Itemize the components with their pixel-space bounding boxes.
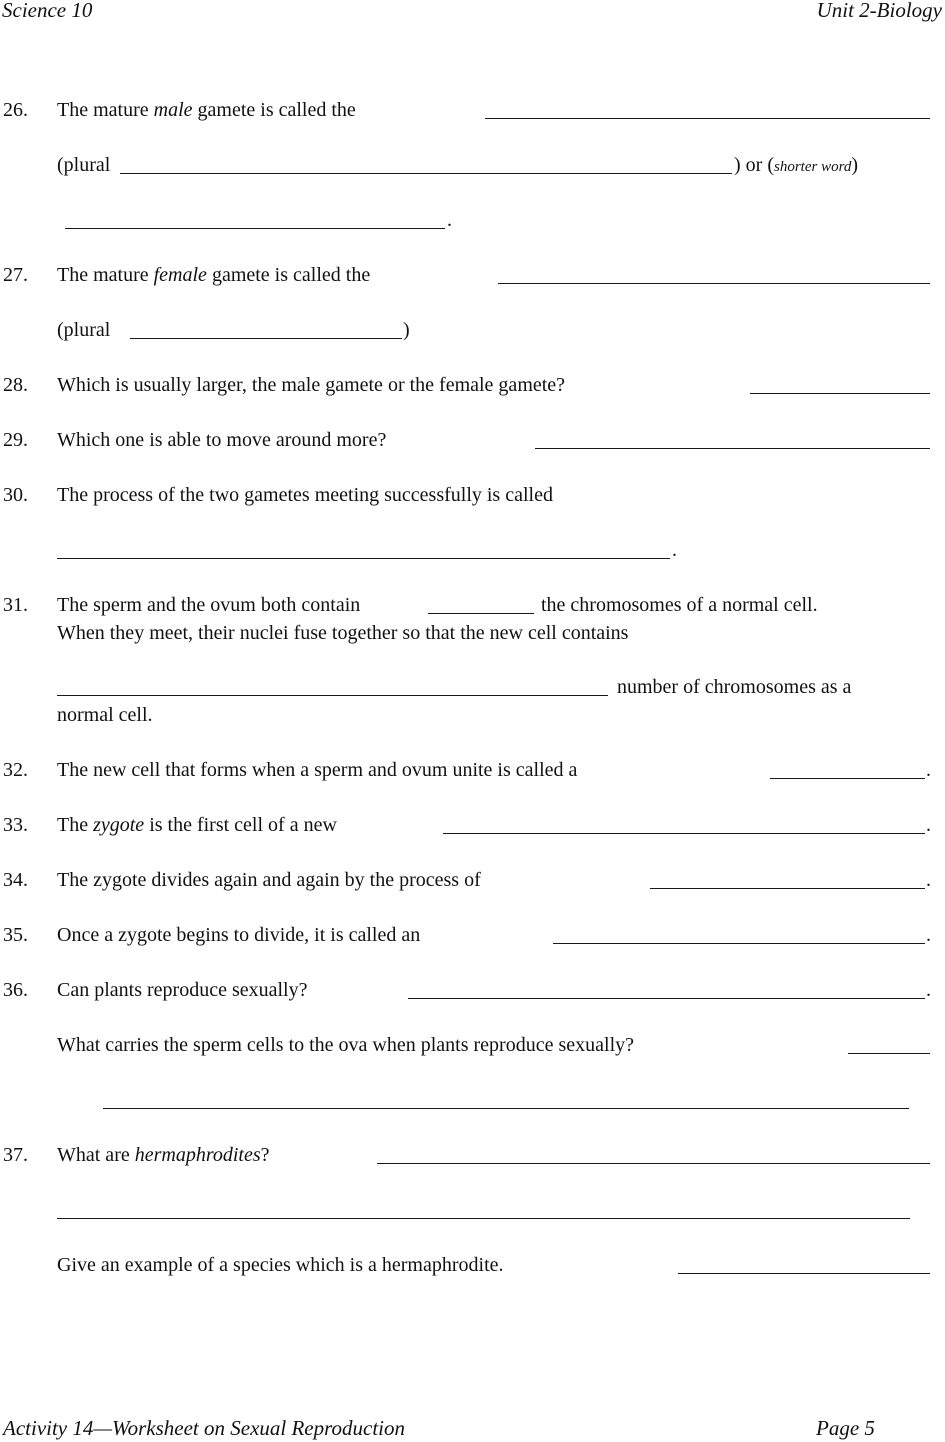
q27-plural-label: (plural xyxy=(57,319,111,341)
q26-text: The mature male gamete is called the xyxy=(57,99,356,121)
q33-answer-blank[interactable] xyxy=(443,833,925,834)
q32-period: . xyxy=(926,759,931,781)
q32-text: The new cell that forms when a sperm and ovum unite is called a xyxy=(57,759,578,781)
q35-answer-blank[interactable] xyxy=(553,943,925,944)
q27-plural-blank[interactable] xyxy=(130,338,402,339)
q36-text: Can plants reproduce sexually? xyxy=(57,979,308,1001)
q37-answer-blank[interactable] xyxy=(377,1163,930,1164)
q26-answer-blank[interactable] xyxy=(485,118,930,119)
q26-plural-label: (plural xyxy=(57,154,111,176)
q34-text: The zygote divides again and again by the process of xyxy=(57,869,481,891)
q34-number: 34. xyxy=(3,869,28,891)
q28-number: 28. xyxy=(3,374,28,396)
q31-number-blank[interactable] xyxy=(57,695,608,696)
footer-left: Activity 14—Worksheet on Sexual Reproduction xyxy=(3,1416,406,1440)
q26-period: . xyxy=(447,209,452,231)
q36-period: . xyxy=(926,979,931,1001)
q28-answer-blank[interactable] xyxy=(750,393,930,394)
q29-number: 29. xyxy=(3,429,28,451)
q30-answer-blank[interactable] xyxy=(57,558,670,559)
q36-answer-blank[interactable] xyxy=(408,998,925,999)
q36-sub-blank-1[interactable] xyxy=(848,1053,930,1054)
footer-right: Page 5 xyxy=(816,1416,875,1440)
q26-or-text: ) or (shorter word) xyxy=(734,154,859,176)
q27-close-paren: ) xyxy=(403,319,410,341)
q32-number: 32. xyxy=(3,759,28,781)
header-right: Unit 2-Biology xyxy=(816,0,942,22)
q26-shorter-blank[interactable] xyxy=(65,228,445,229)
q29-text: Which one is able to move around more? xyxy=(57,429,387,451)
q37-sub-blank[interactable] xyxy=(678,1273,930,1274)
q31-line3: number of chromosomes as a xyxy=(617,676,852,698)
q27-text: The mature female gamete is called the xyxy=(57,264,371,286)
q34-period: . xyxy=(926,869,931,891)
q35-number: 35. xyxy=(3,924,28,946)
q30-number: 30. xyxy=(3,484,28,506)
q35-period: . xyxy=(926,924,931,946)
q30-text: The process of the two gametes meeting successfully is called xyxy=(57,484,553,506)
q32-answer-blank[interactable] xyxy=(770,778,925,779)
q36-sub-text: What carries the sperm cells to the ova when plants reproduce sexually? xyxy=(57,1034,635,1056)
q31-text-pre: The sperm and the ovum both contain xyxy=(57,594,361,616)
q34-answer-blank[interactable] xyxy=(650,888,925,889)
q37-answer-blank-2[interactable] xyxy=(57,1218,910,1219)
q37-text: What are hermaphrodites? xyxy=(57,1144,270,1166)
q31-text-post: the chromosomes of a normal cell. xyxy=(541,594,818,616)
q36-number: 36. xyxy=(3,979,28,1001)
header-left: Science 10 xyxy=(2,0,93,22)
q31-number: 31. xyxy=(3,594,28,616)
q27-answer-blank[interactable] xyxy=(498,283,930,284)
q31-line2: When they meet, their nuclei fuse together so that the new cell contains xyxy=(57,622,629,644)
q36-sub-blank-2[interactable] xyxy=(103,1108,909,1109)
q31-line4: normal cell. xyxy=(57,704,153,726)
q33-text: The zygote is the first cell of a new xyxy=(57,814,337,836)
q27-number: 27. xyxy=(3,264,28,286)
q26-plural-blank[interactable] xyxy=(120,173,732,174)
q33-period: . xyxy=(926,814,931,836)
q29-answer-blank[interactable] xyxy=(535,448,930,449)
q31-fraction-blank[interactable] xyxy=(428,613,534,614)
q30-period: . xyxy=(672,539,677,561)
q37-sub-text: Give an example of a species which is a hermaphrodite. xyxy=(57,1254,504,1276)
q35-text: Once a zygote begins to divide, it is called an xyxy=(57,924,421,946)
q26-number: 26. xyxy=(3,99,28,121)
q33-number: 33. xyxy=(3,814,28,836)
q37-number: 37. xyxy=(3,1144,28,1166)
q28-text: Which is usually larger, the male gamete or the female gamete? xyxy=(57,374,566,396)
